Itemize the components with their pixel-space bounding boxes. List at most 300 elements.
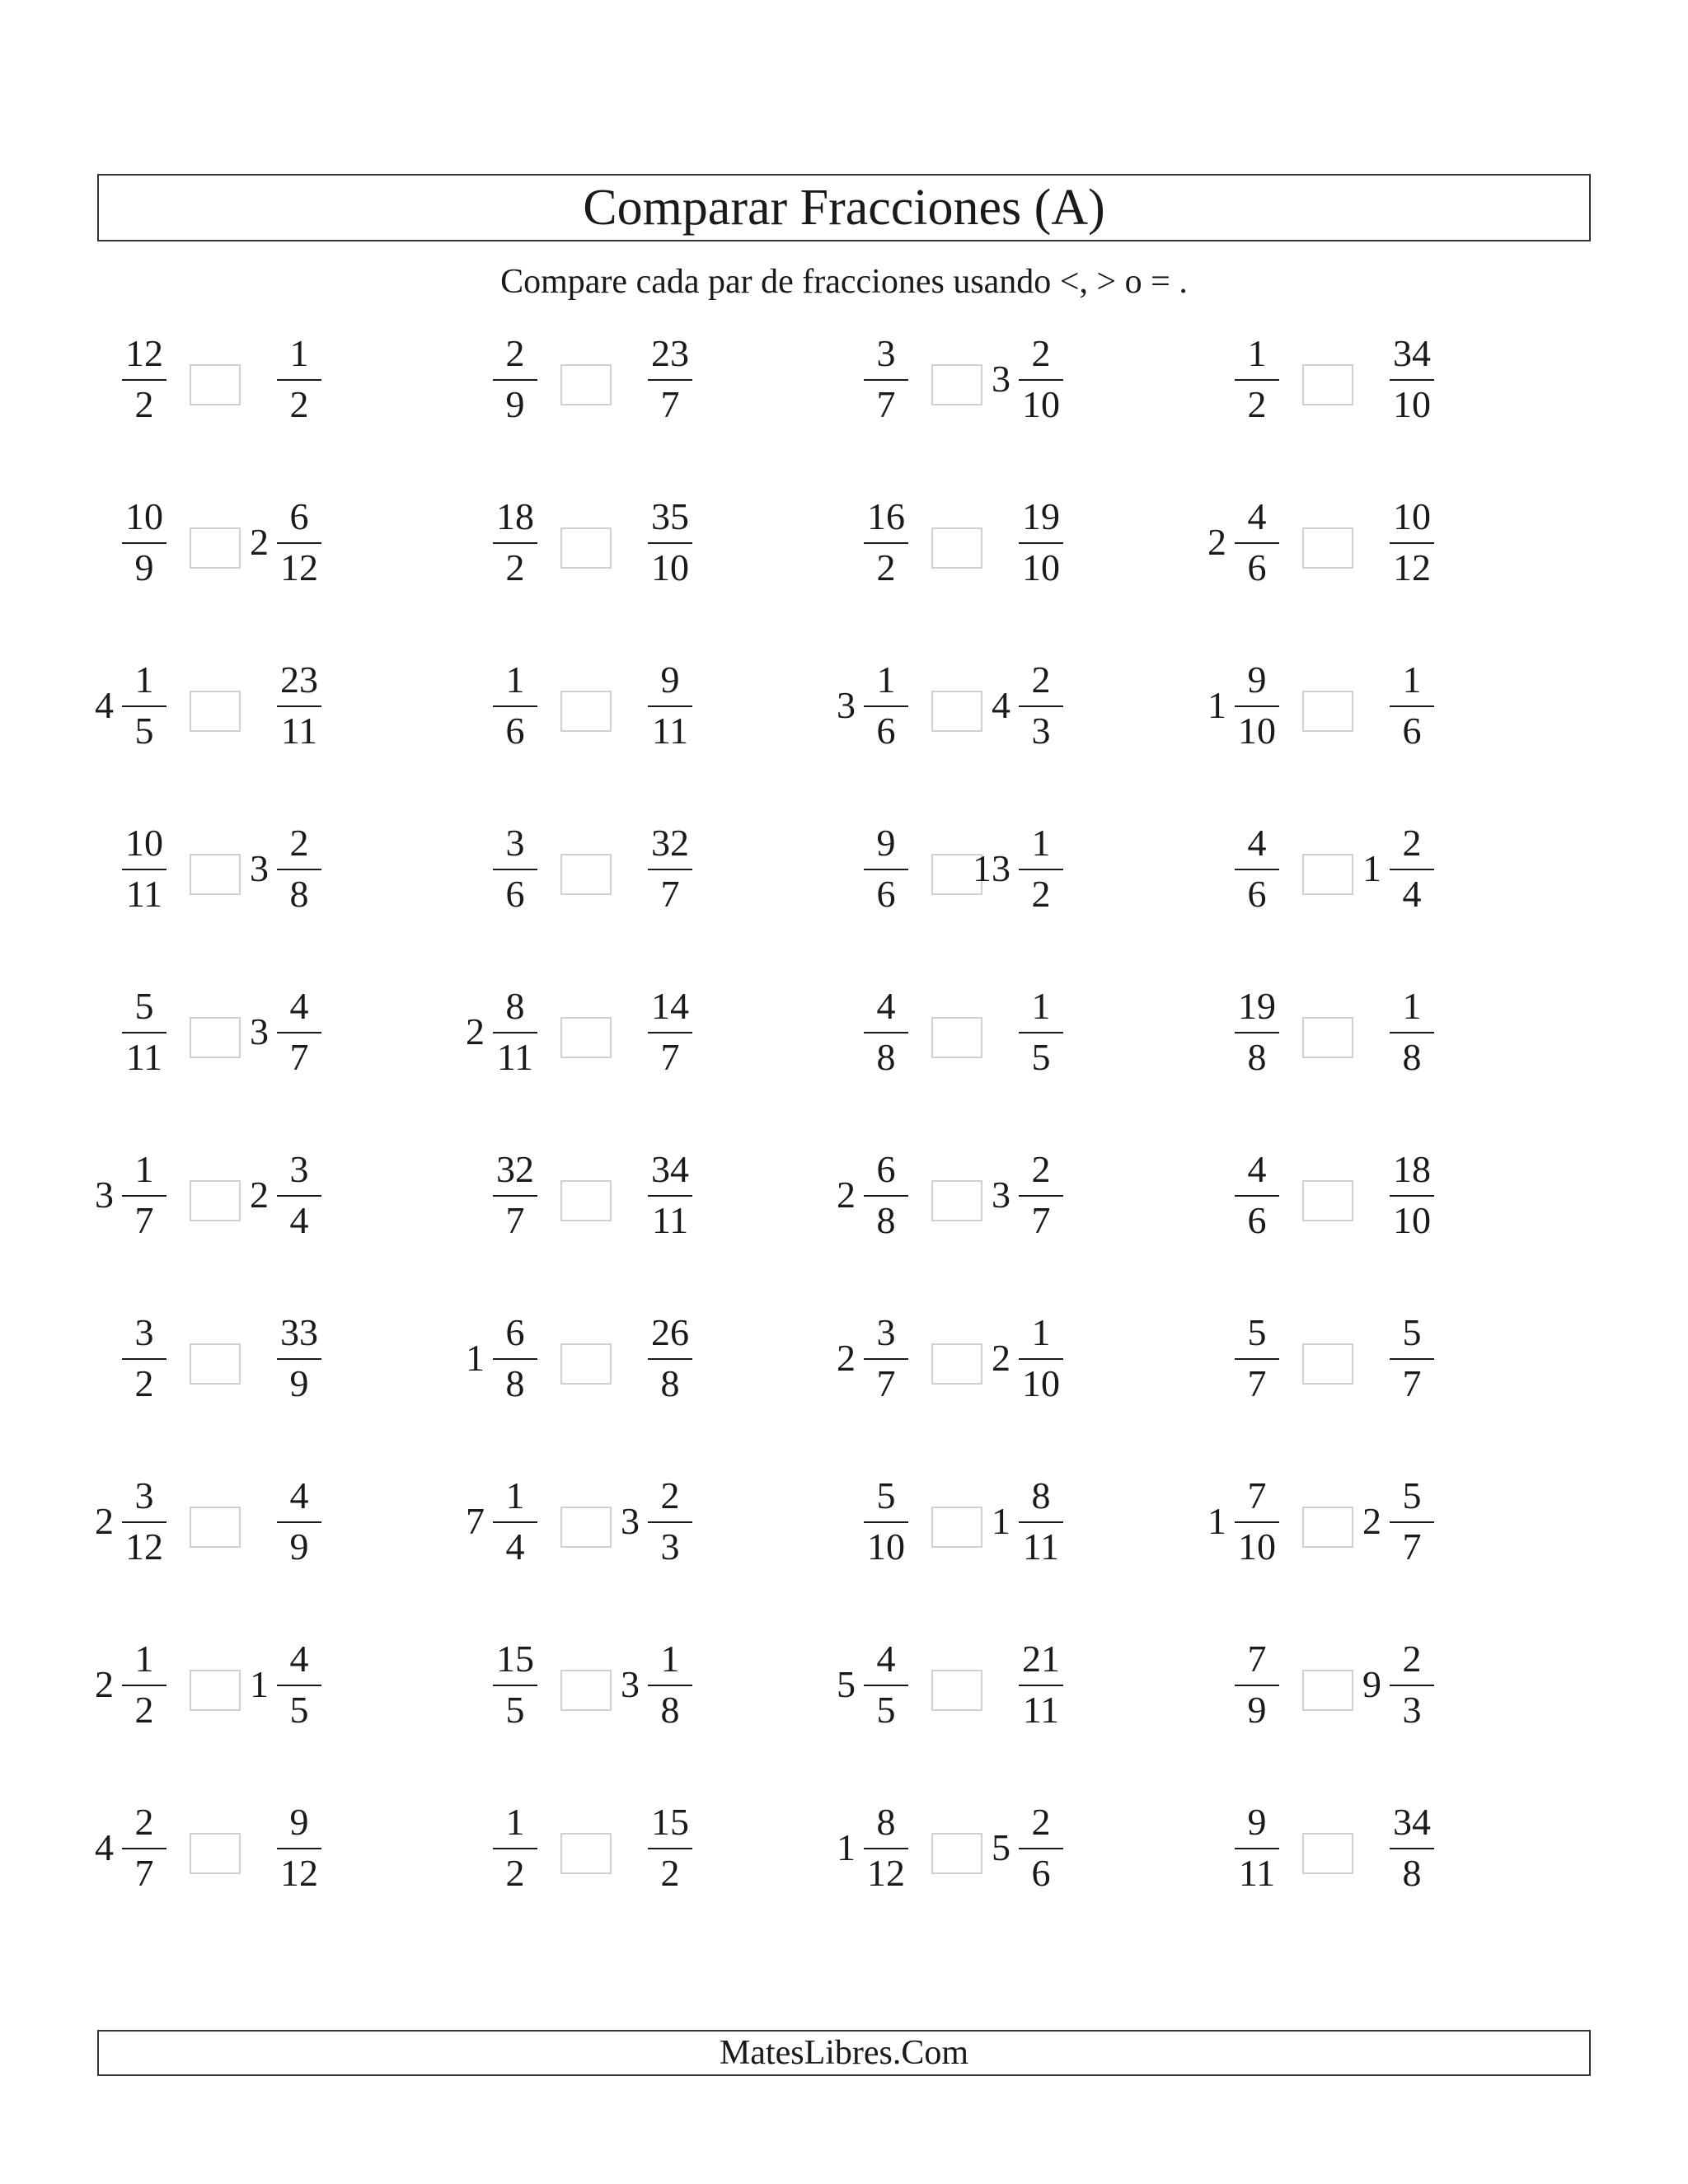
numerator: 1 <box>1247 332 1267 374</box>
numerator: 2 <box>1031 332 1051 374</box>
answer-box[interactable] <box>560 1180 612 1221</box>
left-fraction <box>1228 819 1286 918</box>
left-whole-number: 3 <box>837 684 856 726</box>
numerator: 34 <box>651 1148 689 1190</box>
numerator: 4 <box>876 1638 896 1680</box>
numerator: 2 <box>505 332 525 374</box>
left-whole-number: 1 <box>466 1337 485 1379</box>
fraction-bar <box>648 1358 692 1360</box>
numerator: 2 <box>1031 658 1051 701</box>
numerator: 1 <box>289 332 309 374</box>
denominator: 8 <box>876 1199 896 1241</box>
right-fraction <box>1383 1309 1441 1408</box>
denominator: 8 <box>876 1036 896 1078</box>
denominator: 5 <box>876 1689 896 1731</box>
comparison-problem <box>453 1798 832 1897</box>
numerator: 26 <box>651 1311 689 1353</box>
numerator: 8 <box>505 985 525 1027</box>
answer-box[interactable] <box>931 527 982 569</box>
left-fraction <box>857 1635 915 1734</box>
numerator: 3 <box>134 1474 154 1516</box>
fraction-bar <box>1235 379 1279 381</box>
numerator: 3 <box>289 1148 309 1190</box>
right-fraction <box>1012 656 1070 755</box>
denominator: 12 <box>125 1526 163 1568</box>
fraction-bar <box>1019 379 1063 381</box>
fraction-bar <box>648 1032 692 1033</box>
numerator: 1 <box>660 1638 680 1680</box>
comparison-problem <box>82 493 462 592</box>
denominator: 10 <box>1022 546 1060 588</box>
left-fraction <box>486 982 544 1081</box>
left-fraction <box>486 493 544 592</box>
left-fraction <box>115 330 173 429</box>
left-fraction <box>1228 982 1286 1081</box>
right-whole-number: 3 <box>250 847 269 889</box>
right-whole-number: 1 <box>1362 847 1381 889</box>
left-whole-number: 2 <box>1207 521 1226 563</box>
numerator: 34 <box>1393 332 1431 374</box>
answer-box[interactable] <box>560 1343 612 1385</box>
denominator: 6 <box>1247 546 1267 588</box>
left-fraction <box>1228 656 1286 755</box>
left-fraction <box>857 1472 915 1571</box>
fraction-bar <box>864 1358 908 1360</box>
fraction-bar <box>277 1195 321 1197</box>
numerator: 4 <box>289 1638 309 1680</box>
left-whole-number: 4 <box>95 684 114 726</box>
right-whole-number: 3 <box>621 1663 640 1705</box>
fraction-bar <box>122 1358 166 1360</box>
left-fraction <box>486 1309 544 1408</box>
denominator: 12 <box>867 1852 905 1894</box>
numerator: 9 <box>876 822 896 864</box>
numerator: 15 <box>496 1638 534 1680</box>
comparison-problem <box>824 493 1203 592</box>
fraction-bar <box>122 869 166 870</box>
numerator: 3 <box>505 822 525 864</box>
denominator: 9 <box>289 1526 309 1568</box>
right-whole-number: 3 <box>992 1174 1010 1216</box>
denominator: 2 <box>134 1689 154 1731</box>
answer-box[interactable] <box>1302 691 1353 732</box>
answer-box[interactable] <box>190 691 241 732</box>
numerator: 6 <box>505 1311 525 1353</box>
right-fraction <box>1383 1798 1441 1897</box>
denominator: 8 <box>1402 1852 1422 1894</box>
right-fraction <box>270 1798 328 1897</box>
numerator: 4 <box>289 985 309 1027</box>
denominator: 12 <box>280 1852 318 1894</box>
left-fraction <box>486 1798 544 1897</box>
right-fraction <box>1383 330 1441 429</box>
numerator: 2 <box>660 1474 680 1516</box>
denominator: 6 <box>876 873 896 915</box>
denominator: 3 <box>660 1526 680 1568</box>
numerator: 2 <box>134 1801 154 1843</box>
left-fraction <box>1228 493 1286 592</box>
right-fraction <box>641 493 699 592</box>
left-fraction <box>1228 330 1286 429</box>
numerator: 1 <box>876 658 896 701</box>
denominator: 8 <box>660 1362 680 1404</box>
answer-box[interactable] <box>1302 1180 1353 1221</box>
fraction-bar <box>864 1032 908 1033</box>
fraction-bar <box>1235 1195 1279 1197</box>
comparison-problem <box>82 982 462 1081</box>
denominator: 6 <box>505 710 525 752</box>
comparison-problem <box>1195 819 1574 918</box>
answer-box[interactable] <box>190 364 241 405</box>
numerator: 4 <box>876 985 896 1027</box>
numerator: 15 <box>651 1801 689 1843</box>
comparison-problem <box>82 1798 462 1897</box>
comparison-problem <box>824 330 1203 429</box>
right-whole-number: 4 <box>992 684 1010 726</box>
comparison-problem <box>824 819 1203 918</box>
fraction-bar <box>1390 379 1434 381</box>
numerator: 7 <box>1247 1474 1267 1516</box>
fraction-bar <box>122 1848 166 1849</box>
denominator: 11 <box>125 1036 163 1078</box>
left-fraction <box>486 1472 544 1571</box>
answer-box[interactable] <box>931 1670 982 1711</box>
numerator: 3 <box>876 1311 896 1353</box>
right-fraction <box>1012 493 1070 592</box>
footer-site-name: MatesLibres.Com <box>97 2030 1591 2076</box>
answer-box[interactable] <box>190 1343 241 1385</box>
numerator: 5 <box>1402 1311 1422 1353</box>
comparison-problem <box>453 656 832 755</box>
answer-box[interactable] <box>560 364 612 405</box>
fraction-bar <box>1235 1521 1279 1523</box>
fraction-bar <box>648 542 692 544</box>
denominator: 12 <box>1393 546 1431 588</box>
denominator: 9 <box>134 546 154 588</box>
fraction-bar <box>1390 1848 1434 1849</box>
left-whole-number: 2 <box>466 1010 485 1052</box>
answer-box[interactable] <box>931 1017 982 1058</box>
denominator: 10 <box>1393 1199 1431 1241</box>
left-fraction <box>1228 1146 1286 1244</box>
numerator: 1 <box>505 658 525 701</box>
comparison-problem <box>82 330 462 429</box>
left-fraction <box>857 1309 915 1408</box>
denominator: 4 <box>1402 873 1422 915</box>
denominator: 7 <box>660 383 680 425</box>
numerator: 19 <box>1022 495 1060 537</box>
left-fraction <box>486 330 544 429</box>
left-fraction <box>115 982 173 1081</box>
numerator: 10 <box>1393 495 1431 537</box>
numerator: 9 <box>1247 1801 1267 1843</box>
denominator: 8 <box>289 873 309 915</box>
fraction-bar <box>122 1195 166 1197</box>
fraction-bar <box>864 705 908 707</box>
fraction-bar <box>277 1032 321 1033</box>
right-fraction <box>270 330 328 429</box>
denominator: 8 <box>1247 1036 1267 1078</box>
numerator: 5 <box>134 985 154 1027</box>
denominator: 7 <box>1402 1526 1422 1568</box>
numerator: 9 <box>1247 658 1267 701</box>
answer-box[interactable] <box>1302 1017 1353 1058</box>
answer-box[interactable] <box>560 1833 612 1874</box>
right-fraction <box>1012 982 1070 1081</box>
left-whole-number: 3 <box>95 1174 114 1216</box>
left-fraction <box>1228 1635 1286 1734</box>
denominator: 6 <box>1402 710 1422 752</box>
answer-box[interactable] <box>1302 364 1353 405</box>
numerator: 16 <box>867 495 905 537</box>
numerator: 5 <box>1247 1311 1267 1353</box>
fraction-bar <box>1235 1032 1279 1033</box>
comparison-problem <box>82 819 462 918</box>
right-fraction <box>1383 1472 1441 1571</box>
left-whole-number: 2 <box>95 1500 114 1542</box>
denominator: 11 <box>1022 1689 1060 1731</box>
numerator: 1 <box>1402 985 1422 1027</box>
denominator: 7 <box>1031 1199 1051 1241</box>
fraction-bar <box>277 1685 321 1686</box>
denominator: 10 <box>1022 1362 1060 1404</box>
left-fraction <box>115 1309 173 1408</box>
comparison-problem <box>1195 1146 1574 1244</box>
right-fraction <box>641 656 699 755</box>
fraction-bar <box>1019 1358 1063 1360</box>
fraction-bar <box>648 705 692 707</box>
denominator: 11 <box>1022 1526 1060 1568</box>
comparison-problem <box>824 982 1203 1081</box>
numerator: 6 <box>876 1148 896 1190</box>
fraction-bar <box>493 869 537 870</box>
denominator: 10 <box>1022 383 1060 425</box>
comparison-problem <box>82 1309 462 1408</box>
numerator: 1 <box>134 1638 154 1680</box>
fraction-bar <box>122 1685 166 1686</box>
right-fraction <box>1012 1635 1070 1734</box>
fraction-bar <box>493 1032 537 1033</box>
fraction-bar <box>493 1358 537 1360</box>
numerator: 4 <box>1247 822 1267 864</box>
fraction-bar <box>122 379 166 381</box>
worksheet-title: Comparar Fracciones (A) <box>97 174 1591 241</box>
right-fraction <box>1383 982 1441 1081</box>
denominator: 5 <box>289 1689 309 1731</box>
numerator: 1 <box>505 1474 525 1516</box>
right-fraction <box>641 1472 699 1571</box>
comparison-problem <box>453 1635 832 1734</box>
fraction-bar <box>1390 1521 1434 1523</box>
fraction-bar <box>493 1521 537 1523</box>
comparison-problem <box>824 1798 1203 1897</box>
right-fraction <box>641 819 699 918</box>
fraction-bar <box>277 705 321 707</box>
right-fraction <box>270 656 328 755</box>
comparison-problem <box>453 1309 832 1408</box>
answer-box[interactable] <box>1302 1343 1353 1385</box>
left-whole-number: 1 <box>837 1826 856 1868</box>
comparison-problem <box>1195 656 1574 755</box>
numerator: 18 <box>496 495 534 537</box>
numerator: 5 <box>1402 1474 1422 1516</box>
fraction-bar <box>864 1195 908 1197</box>
left-fraction <box>115 1798 173 1897</box>
denominator: 3 <box>1031 710 1051 752</box>
right-fraction <box>270 1146 328 1244</box>
numerator: 4 <box>289 1474 309 1516</box>
right-fraction <box>270 1472 328 1571</box>
answer-box[interactable] <box>560 1017 612 1058</box>
right-fraction <box>1383 1635 1441 1734</box>
left-whole-number: 2 <box>837 1337 856 1379</box>
denominator: 7 <box>660 1036 680 1078</box>
numerator: 14 <box>651 985 689 1027</box>
left-fraction <box>115 493 173 592</box>
answer-box[interactable] <box>1302 527 1353 569</box>
comparison-problem <box>824 1472 1203 1571</box>
right-fraction <box>641 1798 699 1897</box>
left-fraction <box>857 1146 915 1244</box>
denominator: 11 <box>651 710 689 752</box>
fraction-bar <box>1390 1358 1434 1360</box>
fraction-bar <box>1019 705 1063 707</box>
numerator: 23 <box>280 658 318 701</box>
denominator: 6 <box>876 710 896 752</box>
denominator: 10 <box>1393 383 1431 425</box>
fraction-bar <box>864 1848 908 1849</box>
fraction-bar <box>648 1521 692 1523</box>
right-whole-number: 3 <box>992 358 1010 400</box>
left-fraction <box>115 819 173 918</box>
left-fraction <box>1228 1798 1286 1897</box>
right-whole-number: 2 <box>1362 1500 1381 1542</box>
numerator: 2 <box>1031 1801 1051 1843</box>
denominator: 2 <box>505 1852 525 1894</box>
right-fraction <box>1012 819 1070 918</box>
numerator: 1 <box>1031 1311 1051 1353</box>
left-fraction <box>857 656 915 755</box>
fraction-bar <box>864 542 908 544</box>
answer-box[interactable] <box>560 691 612 732</box>
fraction-bar <box>1019 1032 1063 1033</box>
denominator: 4 <box>505 1526 525 1568</box>
denominator: 6 <box>1247 1199 1267 1241</box>
right-whole-number: 2 <box>250 521 269 563</box>
right-fraction <box>641 1309 699 1408</box>
denominator: 2 <box>134 1362 154 1404</box>
numerator: 4 <box>1247 1148 1267 1190</box>
numerator: 35 <box>651 495 689 537</box>
fraction-bar <box>277 542 321 544</box>
right-fraction <box>1383 656 1441 755</box>
denominator: 4 <box>289 1199 309 1241</box>
fraction-bar <box>648 379 692 381</box>
numerator: 4 <box>1247 495 1267 537</box>
denominator: 11 <box>651 1199 689 1241</box>
right-whole-number: 13 <box>973 847 1010 889</box>
answer-box[interactable] <box>560 854 612 895</box>
left-fraction <box>486 1635 544 1734</box>
left-whole-number: 2 <box>95 1663 114 1705</box>
fraction-bar <box>493 1195 537 1197</box>
left-fraction <box>857 493 915 592</box>
fraction-bar <box>1390 1032 1434 1033</box>
numerator: 7 <box>1247 1638 1267 1680</box>
fraction-bar <box>1019 869 1063 870</box>
denominator: 9 <box>505 383 525 425</box>
right-fraction <box>641 982 699 1081</box>
numerator: 8 <box>876 1801 896 1843</box>
fraction-bar <box>1235 1848 1279 1849</box>
comparison-problem <box>82 656 462 755</box>
numerator: 3 <box>876 332 896 374</box>
answer-box[interactable] <box>190 1507 241 1548</box>
answer-box[interactable] <box>190 1833 241 1874</box>
answer-box[interactable] <box>1302 1833 1353 1874</box>
denominator: 7 <box>289 1036 309 1078</box>
right-fraction <box>1012 1309 1070 1408</box>
left-whole-number: 1 <box>1207 684 1226 726</box>
right-fraction <box>1383 493 1441 592</box>
denominator: 10 <box>1238 1526 1276 1568</box>
numerator: 5 <box>876 1474 896 1516</box>
fraction-bar <box>648 1685 692 1686</box>
comparison-problem <box>1195 1635 1574 1734</box>
right-fraction <box>270 819 328 918</box>
fraction-bar <box>122 705 166 707</box>
denominator: 3 <box>1402 1689 1422 1731</box>
denominator: 6 <box>1031 1852 1051 1894</box>
numerator: 1 <box>1402 658 1422 701</box>
right-fraction <box>1012 330 1070 429</box>
right-fraction <box>1012 1472 1070 1571</box>
denominator: 7 <box>134 1199 154 1241</box>
comparison-problem <box>824 1635 1203 1734</box>
right-whole-number: 5 <box>992 1826 1010 1868</box>
comparison-problem <box>82 1635 462 1734</box>
numerator: 1 <box>1031 985 1051 1027</box>
comparison-problem <box>1195 1798 1574 1897</box>
fraction-bar <box>277 379 321 381</box>
denominator: 9 <box>1247 1689 1267 1731</box>
fraction-bar <box>1235 1685 1279 1686</box>
denominator: 9 <box>289 1362 309 1404</box>
comparison-problem <box>1195 1472 1574 1571</box>
left-whole-number: 4 <box>95 1826 114 1868</box>
numerator: 2 <box>1031 1148 1051 1190</box>
left-fraction <box>115 1472 173 1571</box>
denominator: 2 <box>876 546 896 588</box>
numerator: 2 <box>1402 1638 1422 1680</box>
right-whole-number: 3 <box>621 1500 640 1542</box>
fraction-bar <box>122 1521 166 1523</box>
left-whole-number: 2 <box>837 1174 856 1216</box>
comparison-problem <box>1195 330 1574 429</box>
fraction-bar <box>864 1521 908 1523</box>
numerator: 23 <box>651 332 689 374</box>
fraction-bar <box>1235 869 1279 870</box>
fraction-bar <box>648 1195 692 1197</box>
fraction-bar <box>1235 1358 1279 1360</box>
right-fraction <box>270 982 328 1081</box>
answer-box[interactable] <box>560 527 612 569</box>
numerator: 33 <box>280 1311 318 1353</box>
right-fraction <box>1383 819 1441 918</box>
denominator: 7 <box>505 1199 525 1241</box>
denominator: 7 <box>134 1852 154 1894</box>
numerator: 9 <box>289 1801 309 1843</box>
